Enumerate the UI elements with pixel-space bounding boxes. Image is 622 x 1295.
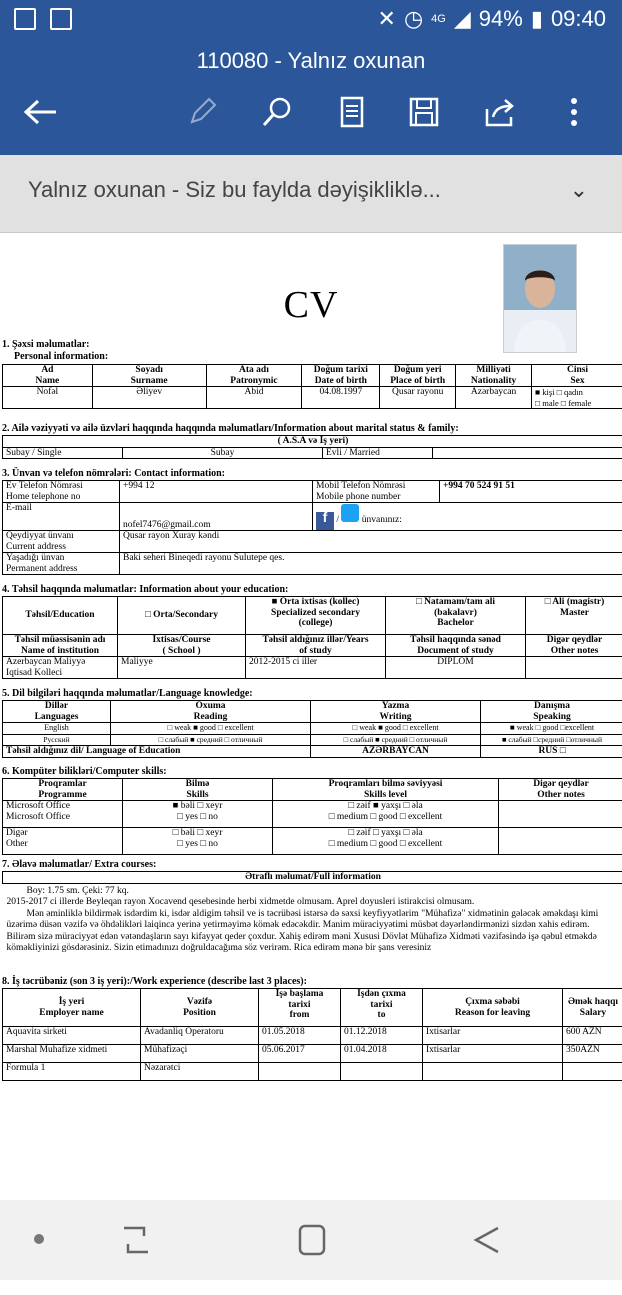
t: İşə başlama <box>276 989 324 999</box>
t: Permanent address <box>6 564 78 574</box>
cell <box>3 779 123 801</box>
years-value: 2012-2015 ci iller <box>246 657 386 679</box>
edu-secondary: □ Orta/Secondary <box>118 597 246 635</box>
cell <box>123 828 273 855</box>
h: Date of birth <box>315 376 367 386</box>
t: Master <box>560 608 589 618</box>
russian-reading: □ слабый ■ средний □ отличный <box>111 734 311 746</box>
edu-master <box>526 597 622 635</box>
t: □ Ali (magistr) <box>545 597 605 607</box>
task-check-icon <box>50 8 72 30</box>
t: Əmək haqqı <box>568 997 618 1007</box>
t: Yaşadığı ünvan <box>6 553 64 563</box>
t: Mobile phone number <box>316 492 400 502</box>
surname-value: Əliyev <box>92 387 206 409</box>
section-2-title: 2. Ailə vəziyyəti və ailə üzvləri haqqında haqqında məlumatları/Information about marital status & family: <box>2 423 459 434</box>
document-value: DIPLOM <box>386 657 526 679</box>
h: Ata adı <box>239 365 269 375</box>
cell <box>526 635 622 657</box>
russian-speaking: ■ слабый □средний □отличный <box>481 734 622 746</box>
t: Proqramlar <box>38 779 86 789</box>
salary-3 <box>563 1063 622 1081</box>
military-text: 2015-2017 ci illerde Beyleqan rayon Xocavend qesebesinde herbi xidmetde olmusam. Aprel doyusleri istirakcisi olmusam. <box>7 897 620 909</box>
english-reading: □ weak ■ good □ excellent <box>111 723 311 735</box>
single-label: Subay / Single <box>3 447 123 459</box>
family-header: ( A.S.A və İş yeri) <box>3 436 622 448</box>
personal-table <box>2 364 622 409</box>
cell <box>532 365 622 387</box>
t: Yazma <box>382 701 409 711</box>
t: Microsoft Office <box>6 801 70 811</box>
t: □ bəli □ xeyr <box>173 828 223 838</box>
email-label: E-mail <box>3 503 120 531</box>
employer-3: Formula 1 <box>3 1063 141 1081</box>
t: Çıxma səbəbi <box>465 997 520 1007</box>
battery-level: 94% <box>479 6 523 32</box>
h: Place of birth <box>390 376 445 386</box>
t: Azerbaycan Maliyyə <box>6 657 85 667</box>
t: Microsoft Office <box>6 812 70 822</box>
h: Surname <box>131 376 168 386</box>
banner-text: Yalnız oxunan - Siz bu faylda dəyişikliklə... <box>28 177 441 203</box>
cell <box>123 779 273 801</box>
t: Oxuma <box>195 701 225 711</box>
reason-1: Ixtisarlar <box>423 1027 563 1045</box>
h: Doğum tarixi <box>314 365 368 375</box>
battery-icon: ▮ <box>531 6 543 32</box>
t: İşdən çıxma <box>357 989 406 999</box>
read-only-banner[interactable] <box>0 155 622 233</box>
cell <box>386 635 526 657</box>
t: Employer name <box>39 1008 103 1018</box>
extra-body <box>3 883 622 955</box>
t: Position <box>183 1008 216 1018</box>
cell <box>302 365 380 387</box>
section-8-title: 8. İş təcrübəniz (son 3 iş yeri):/Work experience (describe last 3 places): <box>2 976 307 987</box>
t: Skills <box>186 790 208 800</box>
section-1-subtitle: Personal information: <box>14 351 108 362</box>
search-button[interactable] <box>255 90 299 134</box>
dob-value: 04.08.1997 <box>302 387 380 409</box>
dot-indicator-icon <box>34 1234 44 1244</box>
document-title: 110080 - Yalnız oxunan <box>0 48 622 74</box>
notes-value <box>526 657 622 679</box>
salary-1: 600 AZN <box>563 1027 622 1045</box>
t: □ medium □ good □ excellent <box>329 839 443 849</box>
cv-heading: CV <box>0 283 622 327</box>
sex-value <box>532 387 622 409</box>
h: Sex <box>570 376 584 386</box>
t: ( School ) <box>163 646 201 656</box>
t: Digər qeydlər <box>547 635 603 645</box>
t: □ zəif ■ yaxşı □ əla <box>348 801 422 811</box>
more-options-button[interactable] <box>552 90 596 134</box>
extra-header: Ətraflı məlumat/Full information <box>3 872 622 884</box>
h: Name <box>36 376 60 386</box>
t: Qeydiyyat ünvanı <box>6 531 74 541</box>
cell <box>3 801 123 828</box>
language-table <box>2 700 622 758</box>
salary-2: 350AZN <box>563 1045 622 1063</box>
nationality-value: Azərbaycan <box>456 387 532 409</box>
cell <box>3 828 123 855</box>
social-label: ünvanınız: <box>362 515 402 525</box>
cell <box>380 365 456 387</box>
mute-icon: ✕ <box>378 6 396 32</box>
contact-table <box>2 480 622 575</box>
t: Other <box>6 839 28 849</box>
edu-bachelor <box>386 597 526 635</box>
status-bar <box>0 0 622 40</box>
app-header <box>0 40 622 155</box>
cell <box>259 989 341 1027</box>
t: Speaking <box>533 712 571 722</box>
signal-icon: ◢ <box>454 6 471 32</box>
t: Vəzifə <box>187 997 212 1007</box>
cell <box>3 657 118 679</box>
name-value: Nofəl <box>3 387 93 409</box>
edu-language-label: Təhsil aldığınız dil/ Language of Education <box>3 746 311 758</box>
t: Proqramları bilmə səviyyəsi <box>329 779 443 789</box>
home-tel-value: +994 12 <box>120 481 313 503</box>
from-2: 05.06.2017 <box>259 1045 341 1063</box>
t: Languages <box>35 712 79 722</box>
employer-2: Marshal Muhafize xidmeti <box>3 1045 141 1063</box>
english-writing: □ weak ■ good □ excellent <box>311 723 481 735</box>
reg-address-label <box>3 531 120 553</box>
t: Name of institution <box>21 646 99 656</box>
cell <box>273 779 499 801</box>
t: (college) <box>299 618 333 628</box>
live-address-label <box>3 553 120 575</box>
h: Soyadı <box>135 365 162 375</box>
cell <box>246 635 386 657</box>
t: İş yeri <box>59 997 85 1007</box>
t: İxtisas/Course <box>152 635 210 645</box>
employer-1: Aquavita sirketi <box>3 1027 141 1045</box>
t: ■ bəli □ xeyr <box>173 801 223 811</box>
t: from <box>290 1010 310 1020</box>
t: Digər <box>6 828 28 838</box>
patronymic-value: Abid <box>206 387 302 409</box>
edu-language-ru: RUS □ <box>481 746 622 758</box>
cell <box>206 365 302 387</box>
t: tarixi <box>370 1000 392 1010</box>
email-value: nofel7476@gmail.com <box>120 503 313 531</box>
mobile-value: +994 70 524 91 51 <box>440 481 622 503</box>
t: □ Natamam/tam ali <box>416 597 495 607</box>
cell <box>481 701 622 723</box>
h: Cinsi <box>567 365 588 375</box>
t: □ zəif □ yaxşı □ əla <box>348 828 422 838</box>
reading-view-button[interactable] <box>330 90 374 134</box>
position-2: Mühafizəçi <box>141 1045 259 1063</box>
share-button[interactable] <box>478 90 522 134</box>
t: Skills level <box>364 790 407 800</box>
t: Reason for leaving <box>455 1008 530 1018</box>
edu-label: Təhsil/Education <box>3 597 118 635</box>
sex-en: □ male □ female <box>535 398 591 408</box>
married-value <box>433 447 622 459</box>
cell <box>123 801 273 828</box>
lang-english: English <box>3 723 111 735</box>
cell <box>3 701 111 723</box>
t: Salary <box>580 1008 606 1018</box>
education-table <box>2 596 622 679</box>
home-icon[interactable] <box>296 1222 328 1258</box>
cell <box>423 989 563 1027</box>
sex-az: ■ kişi □ qadın <box>535 387 583 397</box>
section-6-title: 6. Kompüter bilikləri/Computer skills: <box>2 766 167 777</box>
reg-address-value: Qusar rayon Xuray kəndi <box>120 531 622 553</box>
pencil-icon <box>187 97 217 127</box>
h: Ad <box>41 365 53 375</box>
edit-button[interactable] <box>180 90 224 134</box>
computer-table <box>2 778 622 855</box>
position-1: Avadanliq Operatoru <box>141 1027 259 1045</box>
cell <box>111 701 311 723</box>
course-value: Maliyye <box>118 657 246 679</box>
cell <box>92 365 206 387</box>
t: □ yes □ no <box>177 812 218 822</box>
save-button[interactable] <box>402 90 446 134</box>
t: Bilmə <box>186 779 210 789</box>
t: Home telephone no <box>6 492 80 502</box>
extra-table <box>2 871 622 955</box>
nav-back-icon[interactable] <box>470 1224 504 1256</box>
work-table <box>2 988 622 1081</box>
cell <box>3 635 118 657</box>
t: Other notes <box>537 790 585 800</box>
document-page <box>0 233 622 1295</box>
t: Təhsil aldığınız illər/Years <box>262 635 368 645</box>
back-arrow-icon <box>22 98 58 126</box>
document-icon <box>340 96 364 128</box>
cell <box>499 828 622 855</box>
share-icon <box>483 97 517 127</box>
t: Digər qeydlər <box>533 779 589 789</box>
t: Other notes <box>551 646 599 656</box>
russian-writing: □ слабый ■ средний □ отличный <box>311 734 481 746</box>
mobile-label <box>313 481 440 503</box>
cell <box>273 801 499 828</box>
section-3-title: 3. Ünvan və telefon nömrələri: Contact information: <box>2 468 225 479</box>
t: Programme <box>38 790 86 800</box>
h: Patronymic <box>230 376 277 386</box>
section-5-title: 5. Dil bilgiləri haqqında məlumatlar/Language knowledge: <box>2 688 253 699</box>
t: Danışma <box>534 701 570 711</box>
social-cell: f / ünvanınız: <box>313 503 622 531</box>
section-4-title: 4. Təhsil haqqında məlumatlar: Information about your education: <box>2 584 288 595</box>
network-label: 4G <box>431 13 446 25</box>
married-label: Evli / Married <box>323 447 433 459</box>
t: Current address <box>6 542 66 552</box>
h: Milliyəti <box>476 365 510 375</box>
t: Təhsil müəssisənin adı <box>15 635 106 645</box>
cell <box>118 635 246 657</box>
cell <box>499 801 622 828</box>
t: ■ Orta ixtisas (kollec) <box>272 597 360 607</box>
reason-3 <box>423 1063 563 1081</box>
t: tarixi <box>288 1000 310 1010</box>
chevron-down-icon[interactable]: ⌄ <box>570 177 588 203</box>
t: Document of study <box>417 646 494 656</box>
t: Ev Telefon Nömrəsi <box>6 481 83 491</box>
birthplace-value: Qusar rayonu <box>380 387 456 409</box>
recent-apps-icon[interactable] <box>120 1222 152 1258</box>
cell <box>3 365 93 387</box>
family-table <box>2 435 622 459</box>
search-icon <box>261 96 293 128</box>
cell <box>273 828 499 855</box>
single-value: Subay <box>123 447 323 459</box>
t: Reading <box>194 712 228 722</box>
gallery-icon <box>14 8 36 30</box>
cell <box>341 989 423 1027</box>
t: Specialized secondary <box>271 608 360 618</box>
t: Təhsil haqqında sənəd <box>410 635 501 645</box>
alarm-icon: ◷ <box>404 6 423 32</box>
cell <box>563 989 622 1027</box>
cell <box>141 989 259 1027</box>
facebook-icon: f <box>316 512 334 530</box>
cell <box>499 779 622 801</box>
position-3: Nəzarətci <box>141 1063 259 1081</box>
lang-russian: Русский <box>3 734 111 746</box>
height-weight: Boy: 1.75 sm. Çeki: 77 kq. <box>7 886 620 898</box>
cell <box>311 701 481 723</box>
english-speaking: ■ weak □ good □excellent <box>481 723 622 735</box>
from-1: 01.05.2018 <box>259 1027 341 1045</box>
more-vertical-icon <box>569 96 579 128</box>
to-1: 01.12.2018 <box>341 1027 423 1045</box>
twitter-icon <box>341 504 359 522</box>
navigation-bar <box>0 1200 622 1280</box>
t: □ medium □ good □ excellent <box>329 812 443 822</box>
h: Nationality <box>471 376 516 386</box>
h: Doğum yeri <box>394 365 442 375</box>
t: to <box>378 1010 386 1020</box>
section-1-title: 1. Şəxsi məlumatlar: <box>2 339 90 350</box>
edu-college <box>246 597 386 635</box>
from-3 <box>259 1063 341 1081</box>
save-icon <box>409 97 439 127</box>
clock: 09:40 <box>551 6 606 32</box>
toolbar <box>0 90 622 142</box>
home-tel-label <box>3 481 120 503</box>
section-7-title: 7. Əlavə məlumatlar/ Extra courses: <box>2 859 156 870</box>
edu-language-az: AZƏRBAYCAN <box>311 746 481 758</box>
back-button[interactable] <box>18 90 62 134</box>
t: Bachelor <box>437 618 473 628</box>
t: of study <box>299 646 331 656</box>
t: Mobil Telefon Nömrəsi <box>316 481 405 491</box>
reason-2: Ixtisarlar <box>423 1045 563 1063</box>
to-3 <box>341 1063 423 1081</box>
to-2: 01.04.2018 <box>341 1045 423 1063</box>
t: Dillər <box>45 701 68 711</box>
t: □ yes □ no <box>177 839 218 849</box>
t: Iqtisad Kolleci <box>6 668 62 678</box>
live-address-value: Baki seheri Bineqedi rayonu Sulutepe qes. <box>120 553 622 575</box>
cell <box>456 365 532 387</box>
motivation-text: Mən əminliklə bildirmək isdərdim ki, isdər aldigim təhsil ve is təcrübəsi istərsə də səxsi keyfiyyətlərim "Mühafizə" xidmətinin gələcək əməkdaşı kimi üzərimə düsən vəzifə və öhdəlikləri laiqincə yerinə yetirməyimə kömək edəcəkdir. Manim müraciyyətimi müsbət dəyərləndirmənizi sizdən xahis edirəm. Bilirəm sizə müraciyyət edən vətəndaşların sayı kifayyət qeder çoxdur. Xahiş edirəm məni Xususi Dövlət Mühafizə Xidməti vəzifəsində işə qəbul etməkdə köməkliyinizi gösdərəsiniz. Sizin etimadınızı doğruldacağıma söz verirəm. Rica edirəm mənə bir şans veresiniz <box>7 909 620 955</box>
t: (bakalavr) <box>434 608 477 618</box>
t: Writing <box>379 712 411 722</box>
cell <box>3 989 141 1027</box>
